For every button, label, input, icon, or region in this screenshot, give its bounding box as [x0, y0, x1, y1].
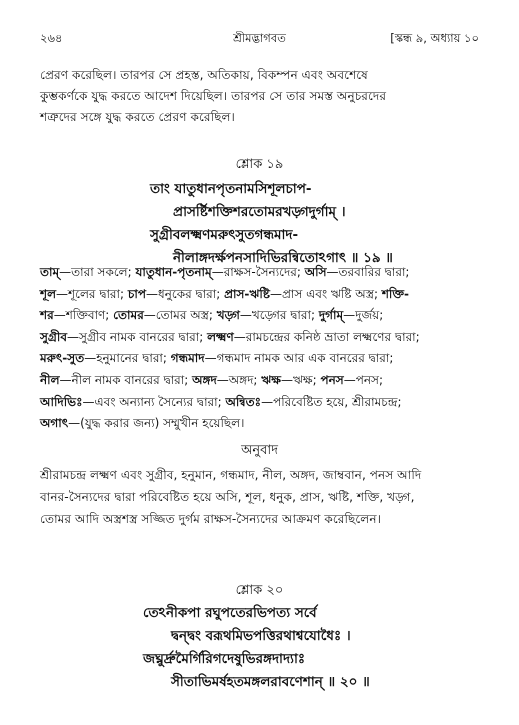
running-title: শ্রীমদ্ভাগবত	[233, 31, 286, 45]
sloka-heading: শ্লোক ২০	[235, 583, 284, 598]
verse-line: সুগ্রীবলক্ষ্মণমরুৎসুতগন্ধমাদ-	[150, 227, 299, 243]
intro-line: কুম্ভকর্ণকে যুদ্ধ করতে আদেশ দিয়েছিল। তারপর সে তার সমস্ত অনুচরদের	[40, 89, 387, 103]
verse-line: তেঽনীকপা রঘুপতেরভিপত্য সর্বে	[143, 605, 317, 621]
verse-line: সীতাভিমর্ষহতমঙ্গলরাবণেশান্ ॥ ২০ ॥	[171, 674, 370, 690]
gloss-line: নীল—নীল নামক বানরের দ্বারা; অঙ্গদ—অঙ্গদ; ঋক্ষ—ঋক্ষ; পনস—পনস;	[40, 372, 383, 387]
translation-line: তোমর আদি অস্ত্রশস্ত্র সজ্জিত দুর্গম রাক্ষস-সৈন্যদের আক্রমণ করেছিলেন।	[40, 512, 381, 526]
verse-line: তাং যাতুধানপৃতনামসিশূলচাপ-	[150, 181, 312, 197]
translation-line: বানর-সৈন্যদের দ্বারা পরিবেষ্টিত হয়ে অসি, শূল, ধনুক, প্রাস, ঋষ্টি, শক্তি, খড়্গ,	[40, 490, 415, 504]
gloss-line: তাম্—তারা সকলে; যাতুধান-পৃতনাম্—রাক্ষস-সৈন্যদের; অসি—তরবারির দ্বারা;	[40, 265, 410, 279]
verse-line: দ্বন্দ্বং বরূথমিভপত্তিরথাশ্বযোধৈঃ ।	[171, 628, 351, 644]
gloss-line: শূল—শূলের দ্বারা; চাপ—ধনুকের দ্বারা; প্রাস-ঋষ্টি—প্রাস এবং ঋষ্টি অস্ত্র; শক্তি-	[40, 286, 409, 301]
gloss-line: শর—শক্তিবাণ; তোমর—তোমর অস্ত্র; খড়্গ—খড়্গের দ্বারা; দুর্গাম্—দুর্জয়;	[40, 308, 384, 323]
verse-line: প্রাসর্ষ্টিশক্তিশরতোমরখড়্গদুর্গাম্ ।	[173, 204, 346, 220]
translation-heading: অনুবাদ	[241, 443, 278, 458]
sloka-heading: শ্লোক ১৯	[235, 157, 284, 172]
gloss-line: সুগ্রীব—সুগ্রীব নামক বানরের দ্বারা; লক্ষ্মণ—রামচন্দ্রের কনিষ্ঠ ভ্রাতা লক্ষ্মণের দ্বারা;	[40, 329, 420, 344]
gloss-line: অগাৎ—(যুদ্ধ করার জন্য) সম্মুখীন হয়েছিল।	[40, 416, 245, 431]
word-meanings	[40, 262, 480, 435]
intro-line: শত্রুদের সঙ্গে যুদ্ধ করতে প্রেরণ করেছিল।	[40, 110, 235, 124]
gloss-line: আদিভিঃ—এবং অন্যান্য সৈন্যের দ্বারা; অন্বিতঃ—পরিবেষ্টিত হয়ে, শ্রীরামচন্দ্র;	[40, 394, 402, 409]
page-number: ২৬৪	[40, 31, 63, 45]
gloss-line: মরুৎ-সুত—হনুমানের দ্বারা; গন্ধমাদ—গন্ধমাদ নামক আর এক বানরের দ্বারা;	[40, 351, 394, 366]
intro-line: প্রেরণ করেছিল। তারপর সে প্রহস্ত, অতিকায়, বিকম্পন এবং অবশেষে	[40, 68, 368, 82]
verse-line: জঘ্নুর্দ্রুমৈর্গিরিগদেষুভিরঙ্গদাদ্যাঃ	[143, 651, 306, 667]
section-reference: [স্কন্ধ ৯, অধ্যায় ১০	[390, 31, 479, 45]
translation-line: শ্রীরামচন্দ্র লক্ষ্মণ এবং সুগ্রীব, হনুমান, গন্ধমাদ, নীল, অঙ্গদ, জাম্ববান, পনস আদি	[40, 468, 422, 482]
verse-line: নীলাঙ্গদর্ক্ষপনসাদিভিরন্বিতোঽগাৎ ॥ ১৯ ॥	[173, 250, 393, 266]
